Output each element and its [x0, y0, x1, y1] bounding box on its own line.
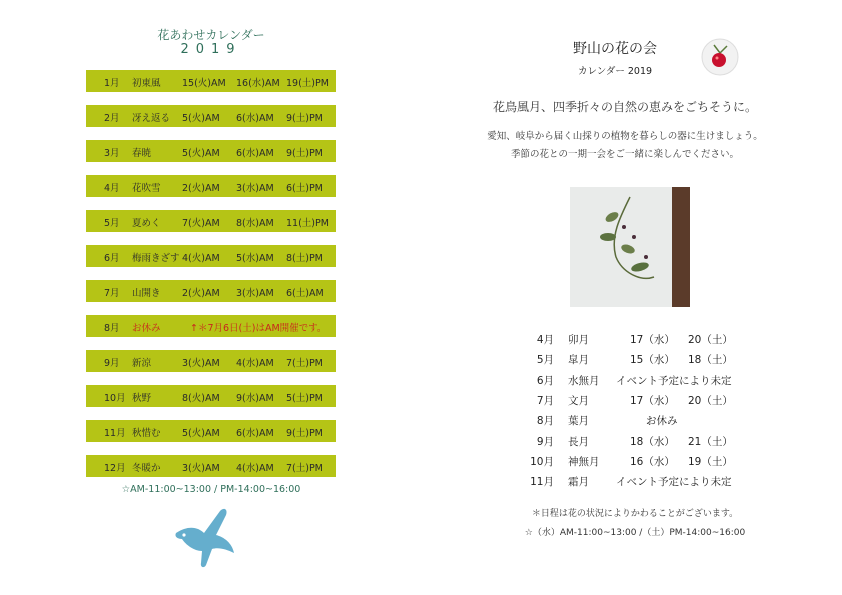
calendar-cell-c: 6(土)PM	[286, 183, 323, 194]
calendar-cell-a: 8(火)AM	[182, 393, 220, 404]
calendar-cell-c: 9(土)PM	[286, 113, 323, 124]
schedule-cell-name: 神無月	[568, 455, 600, 468]
schedule-cell-name: 卯月	[568, 334, 589, 346]
schedule-cell-name: 水無月	[568, 374, 600, 387]
calendar-cell-month: 9月	[104, 358, 120, 369]
schedule-cell-name: 皐月	[568, 354, 589, 367]
schedule-cell-a: 18（水）	[630, 435, 675, 448]
schedule-row	[520, 332, 760, 350]
schedule-row	[520, 434, 760, 452]
calendar-cell-month: 5月	[104, 218, 120, 229]
calendar-cell-a: 15(火)AM	[182, 78, 226, 89]
description-line-1: 愛知、岐阜から届く山採りの植物を暮らしの器に生けましょう。	[487, 131, 763, 142]
schedule-cell-b: 20（土）	[688, 334, 733, 346]
schedule-cell-month: 5月	[536, 354, 554, 367]
calendar-row	[86, 280, 336, 302]
calendar-cell-a: 5(火)AM	[182, 113, 220, 124]
calendar-cell-name: 新涼	[132, 358, 152, 369]
calendar-cell-month: 7月	[104, 288, 120, 299]
calendar-cell-c: 9(土)PM	[286, 148, 323, 159]
calendar-cell-a: 7(火)AM	[182, 218, 220, 229]
schedule-cell-month: 10月	[530, 455, 554, 468]
calendar-row	[86, 210, 336, 232]
calendar-cell-c: 9(土)PM	[286, 428, 323, 439]
calendar-cell-c: 6(土)AM	[286, 288, 324, 299]
schedule-cell-a: 16（水）	[630, 455, 675, 468]
calendar-cell-b: 3(水)AM	[236, 288, 274, 299]
calendar-cell-b: 5(水)AM	[236, 253, 274, 264]
calendar-cell-c: 7(土)PM	[286, 358, 323, 369]
calendar-cell-month: 2月	[104, 113, 120, 124]
schedule-cell-name: 霜月	[568, 476, 589, 489]
schedule-cell-name: 文月	[568, 394, 589, 407]
right-subtitle: カレンダー 2019	[577, 66, 653, 77]
calendar-cell-a: 3(火)AM	[182, 463, 220, 474]
calendar-cell-a: 4(火)AM	[182, 253, 220, 264]
bird-icon	[168, 503, 240, 571]
calendar-cell-name: 秋野	[132, 393, 152, 404]
calendar-cell-c: 5(土)PM	[286, 393, 323, 404]
calendar-cell-name: 初東風	[132, 78, 161, 89]
calendar-cell-c: 19(土)PM	[286, 78, 329, 89]
calendar-cell-a: ↑＊7月6日(土)はAM開催です。	[190, 323, 327, 334]
calendar-cell-name: 冬暖か	[132, 463, 161, 474]
calendar-cell-a: 5(火)AM	[182, 148, 220, 159]
calendar-row	[86, 175, 336, 197]
right-title: 野山の花の会	[573, 41, 657, 57]
calendar-cell-b: 3(水)AM	[236, 183, 274, 194]
calendar-row	[86, 455, 336, 477]
plant-photo	[570, 187, 690, 307]
berry-icon	[700, 37, 740, 77]
calendar-cell-b: 6(水)AM	[236, 113, 274, 124]
calendar-row	[86, 245, 336, 267]
schedule-cell-month: 6月	[536, 374, 554, 387]
calendar-cell-b: 9(水)AM	[236, 393, 274, 404]
headline: 花鳥風月、四季折々の自然の恵みをごちそうに。	[492, 100, 757, 114]
footer-note: ＊日程は花の状況によりかわることがございます。	[531, 509, 739, 519]
schedule-cell-a: 17（水）	[630, 394, 675, 407]
schedule-cell-month: 9月	[536, 435, 554, 448]
schedule-cell-a: 17（水）	[630, 334, 675, 346]
calendar-cell-name: 夏めく	[132, 218, 161, 229]
calendar-row	[86, 420, 336, 442]
calendar-cell-name: 秋惜む	[132, 428, 161, 439]
calendar-row	[86, 105, 336, 127]
schedule-row	[520, 393, 760, 411]
schedule-row	[520, 373, 760, 391]
schedule-row	[520, 352, 760, 370]
schedule-cell-month: 7月	[536, 394, 554, 407]
calendar-cell-month: 4月	[104, 183, 120, 194]
calendar-cell-month: 11月	[104, 428, 126, 439]
schedule-row	[520, 454, 760, 472]
schedule-cell-month: 8月	[536, 415, 554, 428]
calendar-cell-c: 7(土)PM	[286, 463, 323, 474]
schedule-cell-b: 19（土）	[688, 455, 733, 468]
calendar-cell-month: 8月	[104, 323, 120, 334]
calendar-cell-c: 8(土)PM	[286, 253, 323, 264]
calendar-row	[86, 350, 336, 372]
schedule-cell-a: 15（水）	[630, 354, 675, 367]
schedule-cell-b: 20（土）	[688, 394, 733, 407]
calendar-cell-b: 6(水)AM	[236, 428, 274, 439]
schedule-row	[520, 474, 760, 492]
schedule-cell-name: 葉月	[568, 415, 589, 428]
schedule-cell-a: イベント予定により未定	[616, 476, 732, 489]
schedule-cell-name: 長月	[568, 435, 589, 448]
calendar-cell-name: お休み	[132, 323, 161, 334]
calendar-cell-month: 10月	[104, 393, 126, 404]
calendar-row	[86, 70, 336, 92]
schedule-cell-month: 11月	[530, 476, 554, 489]
calendar-cell-month: 6月	[104, 253, 120, 264]
calendar-row	[86, 140, 336, 162]
calendar-cell-a: 2(火)AM	[182, 288, 220, 299]
calendar-cell-c: 11(土)PM	[286, 218, 329, 229]
calendar-cell-name: 春暁	[132, 148, 152, 159]
calendar-cell-a: 2(火)AM	[182, 183, 220, 194]
left-time-note: ☆AM-11:00~13:00 / PM-14:00~16:00	[121, 484, 301, 495]
schedule-cell-b: 21（土）	[688, 435, 733, 448]
left-year: 2019	[180, 42, 242, 57]
calendar-row	[86, 385, 336, 407]
calendar-cell-b: 6(水)AM	[236, 148, 274, 159]
calendar-cell-b: 4(水)AM	[236, 463, 274, 474]
calendar-cell-b: 8(水)AM	[236, 218, 274, 229]
schedule-cell-month: 4月	[536, 334, 554, 346]
calendar-cell-name: 山開き	[132, 288, 161, 299]
left-title: 花あわせカレンダー	[157, 28, 265, 42]
schedule-cell-a: お休み	[646, 415, 678, 428]
calendar-cell-name: 花吹雪	[132, 183, 161, 194]
calendar-cell-month: 12月	[104, 463, 126, 474]
footer-time-note: ☆（水）AM-11:00~13:00 /（土）PM-14:00~16:00	[524, 528, 746, 538]
calendar-cell-name: 冴え返る	[132, 113, 171, 124]
calendar-cell-a: 5(火)AM	[182, 428, 220, 439]
calendar-cell-month: 3月	[104, 148, 120, 159]
schedule-cell-a: イベント予定により未定	[616, 374, 732, 387]
schedule-row	[520, 413, 760, 431]
description-line-2: 季節の花との一期一会をご一緒に楽しんでください。	[510, 149, 739, 160]
calendar-cell-b: 4(水)AM	[236, 358, 274, 369]
schedule-cell-b: 18（土）	[688, 354, 733, 367]
calendar-cell-b: 16(水)AM	[236, 78, 280, 89]
calendar-cell-name: 梅雨きざす	[132, 253, 180, 264]
calendar-cell-month: 1月	[104, 78, 120, 89]
calendar-cell-a: 3(火)AM	[182, 358, 220, 369]
calendar-row	[86, 315, 336, 337]
